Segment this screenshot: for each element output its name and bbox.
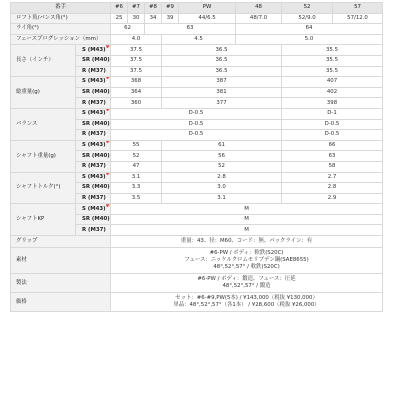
cell: D-0.5 (111, 119, 282, 130)
flex-name: S (M43) (82, 142, 106, 149)
cell: 35.5 (282, 66, 383, 77)
flex-label: R (M37) (76, 193, 111, 204)
text-line: セット：#6-#9,PW(5本) / ¥143,000（税抜 ¥130,000） (175, 295, 318, 302)
cell: M (111, 214, 383, 225)
cell: 2.8 (162, 172, 282, 183)
club-number: #6 (111, 3, 128, 14)
note-mark: ※ (105, 203, 110, 208)
cell: 52/9.0 (282, 13, 333, 24)
header-row (11, 3, 383, 14)
text-line: #6-PW / ボディ：軟鉄(S20C) (209, 250, 284, 257)
cell: 58 (282, 161, 383, 172)
cell (111, 293, 383, 312)
cell: 364 (111, 87, 162, 98)
flex-name: S (M43) (82, 46, 106, 53)
cell: 35.5 (282, 55, 383, 66)
cell: 402 (282, 87, 383, 98)
row-label: ライ角(°) (11, 24, 111, 35)
flex-name: S (M43) (82, 110, 106, 117)
flex-label (76, 108, 111, 119)
cell: 381 (162, 87, 282, 98)
face-progression-row (11, 34, 383, 45)
flex-label: R (M37) (76, 225, 111, 236)
club-number: 48 (236, 3, 282, 14)
row-label: 製法 (11, 274, 111, 293)
note-mark: ※ (105, 44, 110, 49)
cell: 2.8 (282, 183, 383, 194)
club-number: #7 (128, 3, 145, 14)
cell: 62 (111, 24, 145, 35)
cell: 63 (145, 24, 236, 35)
cell: 2.7 (282, 172, 383, 183)
cell: 37.5 (111, 66, 162, 77)
flex-label: SR (M40) (76, 151, 111, 162)
row-label: バランス (11, 108, 76, 140)
club-number: 57 (333, 3, 383, 14)
text-line: フェース：ニッケルクロムモリブデン鋼(SAE8655) (184, 257, 309, 264)
shaft-weight-row-s (11, 140, 383, 151)
flex-label (76, 204, 111, 215)
cell: 398 (282, 98, 383, 109)
cell: 37.5 (111, 55, 162, 66)
note-mark: ※ (105, 76, 110, 81)
text-line: #6-PW / ボディ：鍛造、フェース：圧延 (197, 276, 296, 283)
cell: 368 (111, 77, 162, 88)
flex-label: R (M37) (76, 98, 111, 109)
cell: 2.9 (282, 193, 383, 204)
flex-name: S (M43) (82, 205, 106, 212)
cell: 55 (111, 140, 162, 151)
loft-row (11, 13, 383, 24)
cell: 3.5 (111, 193, 162, 204)
cell: 57/12.0 (333, 13, 383, 24)
cell: D-0.5 (282, 119, 383, 130)
spec-table (10, 2, 383, 312)
row-label: 長さ（インチ） (11, 45, 76, 77)
text-line: 48°,52°,57° / 鍛造 (222, 283, 271, 290)
flex-label (76, 77, 111, 88)
cell: 重量：43、径：M60、コード：無、バックライン：有 (111, 236, 383, 248)
flex-label (76, 45, 111, 56)
flex-name: S (M43) (82, 173, 106, 180)
cell: 63 (282, 151, 383, 162)
row-label: 総重量(g) (11, 77, 76, 109)
flex-name: S (M43) (82, 78, 106, 85)
note-mark: ※ (105, 108, 110, 113)
cell: 64 (236, 24, 383, 35)
row-label: グリップ (11, 236, 111, 248)
cell: 25 (111, 13, 128, 24)
cell: 36.5 (162, 66, 282, 77)
cell: D-0.5 (111, 130, 282, 141)
torque-row-s (11, 172, 383, 183)
flex-label: R (M37) (76, 161, 111, 172)
cell (111, 248, 383, 274)
cell: 66 (282, 140, 383, 151)
cell: 34 (145, 13, 162, 24)
flex-label: SR (M40) (76, 119, 111, 130)
flex-label: SR (M40) (76, 214, 111, 225)
cell: 37.5 (111, 45, 162, 56)
row-label: フェースプログレッション（mm） (11, 34, 111, 45)
flex-label: SR (M40) (76, 183, 111, 194)
cell: 36.5 (162, 55, 282, 66)
cell: 387 (162, 77, 282, 88)
flex-label (76, 140, 111, 151)
note-mark: ※ (105, 172, 110, 176)
cell: M (111, 204, 383, 215)
cell: D-0.5 (282, 130, 383, 141)
flex-label: R (M37) (76, 66, 111, 77)
price-row (11, 293, 383, 312)
lie-row (11, 24, 383, 35)
row-label: シャフトトルク(°) (11, 172, 76, 204)
header-label: 番手 (11, 3, 111, 14)
method-row (11, 274, 383, 293)
cell: 44/6.5 (179, 13, 236, 24)
note-mark: ※ (105, 140, 110, 145)
cell: 36.5 (162, 45, 282, 56)
text-line: 単品：48°,52°,57°（各1本） / ¥28,600（税抜 ¥26,000） (173, 302, 320, 309)
club-number: #8 (145, 3, 162, 14)
cell: 407 (282, 77, 383, 88)
cell: 30 (128, 13, 145, 24)
row-label: 素材 (11, 248, 111, 274)
cell: M (111, 225, 383, 236)
cell: 3.3 (111, 183, 162, 194)
cell: 360 (111, 98, 162, 109)
cell: 39 (162, 13, 179, 24)
cell: 4.5 (162, 34, 236, 45)
cell: 3.1 (162, 193, 282, 204)
cell: 48/7.0 (236, 13, 282, 24)
weight-row-s (11, 77, 383, 88)
row-label: ロフト角/バンス角(°) (11, 13, 111, 24)
cell: 3.0 (162, 183, 282, 194)
kp-row-s (11, 204, 383, 215)
cell: 4.0 (111, 34, 162, 45)
flex-label (76, 172, 111, 183)
cell: 3.1 (111, 172, 162, 183)
cell: D-0.5 (111, 108, 282, 119)
flex-label: SR (M40) (76, 87, 111, 98)
cell (111, 274, 383, 293)
row-label: シャフトKP (11, 204, 76, 236)
cell: 52 (111, 151, 162, 162)
cell: 61 (162, 140, 282, 151)
cell: 52 (162, 161, 282, 172)
length-row-s (11, 45, 383, 56)
flex-label: R (M37) (76, 130, 111, 141)
cell: 56 (162, 151, 282, 162)
club-number: PW (179, 3, 236, 14)
cell: 377 (162, 98, 282, 109)
material-row (11, 248, 383, 274)
cell: 47 (111, 161, 162, 172)
balance-row-s (11, 108, 383, 119)
text-line: 48°,52°,57° / 軟鉄(S20C) (213, 264, 280, 271)
cell: 5.0 (236, 34, 383, 45)
flex-label: SR (M40) (76, 55, 111, 66)
row-label: シャフト重量(g) (11, 140, 76, 172)
grip-row (11, 236, 383, 248)
cell: 35.5 (282, 45, 383, 56)
row-label: 価格 (11, 293, 111, 312)
club-number: #9 (162, 3, 179, 14)
cell: D-1 (282, 108, 383, 119)
club-number: 52 (282, 3, 333, 14)
